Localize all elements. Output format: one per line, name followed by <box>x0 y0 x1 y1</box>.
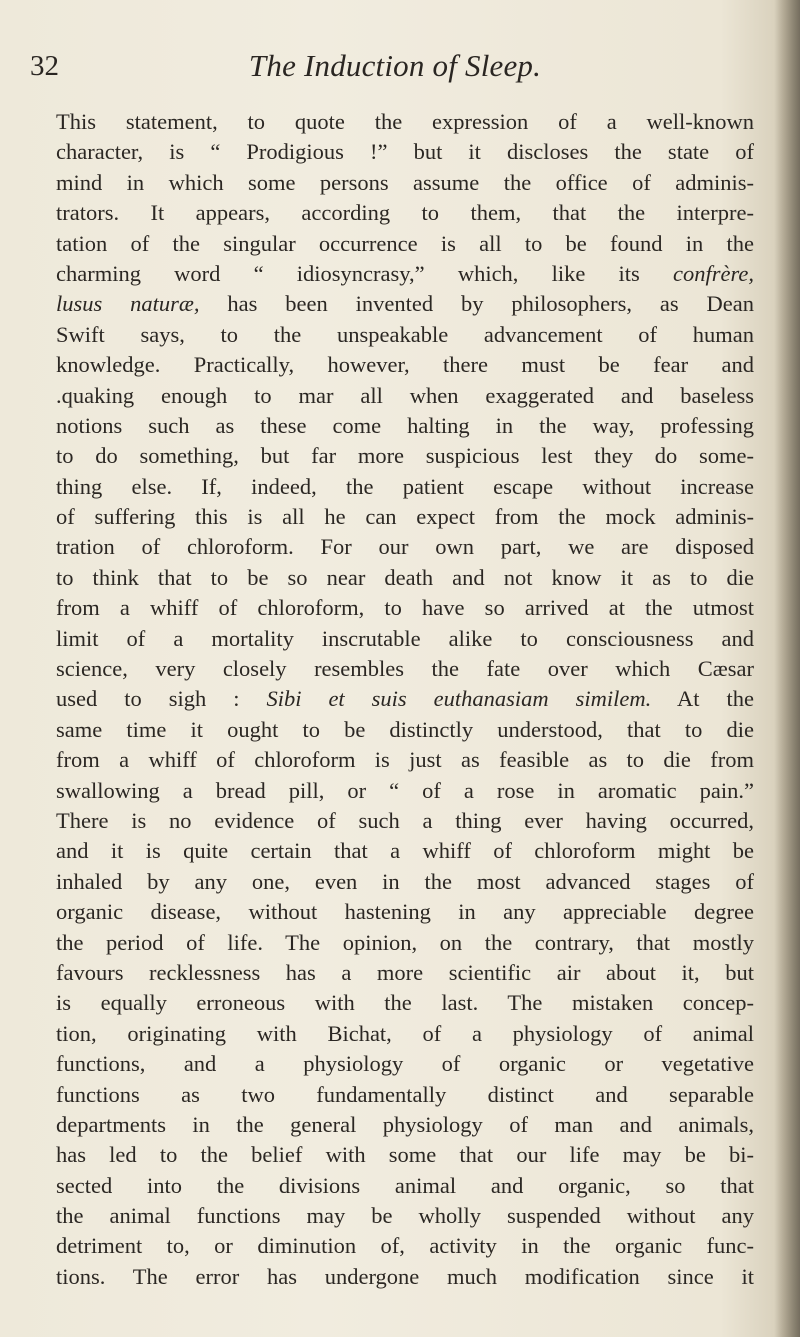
text-line: lusus naturæ, has been invented by philosophers, as Dean <box>56 291 755 317</box>
text-line: favours recklessness has a more scientific air about it, but <box>56 959 754 985</box>
text-line: functions as two fundamentally distinct and separable <box>56 1081 754 1107</box>
page-number: 32 <box>30 50 59 82</box>
text-line: This statement, to quote the expression of a well-known <box>56 109 754 134</box>
text-line: and it is quite certain that a whiff of chloroform might be <box>56 838 754 864</box>
text-line: to think that to be so near death and not know it as to die <box>56 564 754 590</box>
text-line: Swift says, to the unspeakable advancement of human <box>56 321 754 347</box>
text-line: character, is “ Prodigious !” but it discloses the state of <box>56 139 754 165</box>
text-line: organic disease, without hastening in any appreciable degree <box>56 899 754 925</box>
italic-phrase: confrère, <box>672 260 754 286</box>
text-line: tation of the singular occurrence is all to be found in the <box>56 230 754 256</box>
text-line: used to sigh : Sibi et suis euthanasiam similem. At the <box>56 686 754 712</box>
text-line: has led to the belief with some that our life may be bi- <box>56 1142 754 1168</box>
text-line: the animal functions may be wholly suspended without any <box>56 1203 754 1229</box>
text-line: science, very closely resembles the fate over which Cæsar <box>56 656 754 682</box>
text-line: swallowing a bread pill, or “ of a rose in aromatic pain.” <box>56 777 754 803</box>
italic-phrase: lusus naturæ, <box>56 291 200 317</box>
text-line: notions such as these come halting in the way, professing <box>56 412 754 438</box>
text-line: charming word “ idiosyncrasy,” which, like its confrère, <box>56 260 754 286</box>
text-line: .quaking enough to mar all when exaggerated and baseless <box>56 382 754 408</box>
page-header <box>30 46 760 94</box>
text-line: functions, and a physiology of organic or vegetative <box>56 1051 754 1077</box>
text-line: the period of life. The opinion, on the contrary, that mostly <box>56 929 754 955</box>
text-line: sected into the divisions animal and organic, so that <box>56 1172 754 1198</box>
text-line: of suffering this is all he can expect from the mock adminis- <box>56 504 754 530</box>
text-line: tration of chloroform. For our own part, we are disposed <box>56 534 754 560</box>
text-line: mind in which some persons assume the office of adminis- <box>56 169 754 195</box>
text-line: trators. It appears, according to them, that the interpre- <box>56 200 754 226</box>
text-line: detriment to, or diminution of, activity in the organic func- <box>56 1233 754 1259</box>
text-line: inhaled by any one, even in the most advanced stages of <box>56 868 754 894</box>
text-line: departments in the general physiology of man and animals, <box>56 1111 754 1137</box>
body-text <box>56 107 754 1292</box>
text-line: is equally erroneous with the last. The mistaken concep- <box>56 990 754 1016</box>
text-line: from a whiff of chloroform is just as feasible as to die from <box>56 747 754 773</box>
text-line: knowledge. Practically, however, there must be fear and <box>56 352 754 378</box>
text-line: tions. The error has undergone much modification since it <box>56 1263 754 1289</box>
text-line: same time it ought to be distinctly understood, that to die <box>56 716 754 742</box>
running-title: The Induction of Sleep. <box>248 48 542 83</box>
italic-phrase: Sibi et suis euthanasiam similem. <box>266 686 652 712</box>
text-line: from a whiff of chloroform, to have so arrived at the utmost <box>56 595 754 621</box>
text-line: tion, originating with Bichat, of a physiology of animal <box>56 1020 754 1046</box>
page-gutter-shadow <box>774 0 800 1337</box>
text-line: to do something, but far more suspicious lest they do some- <box>56 443 754 469</box>
text-line: limit of a mortality inscrutable alike to consciousness and <box>56 625 754 651</box>
text-line: thing else. If, indeed, the patient escape without increase <box>56 473 754 499</box>
text-line: There is no evidence of such a thing ever having occurred, <box>56 807 754 833</box>
